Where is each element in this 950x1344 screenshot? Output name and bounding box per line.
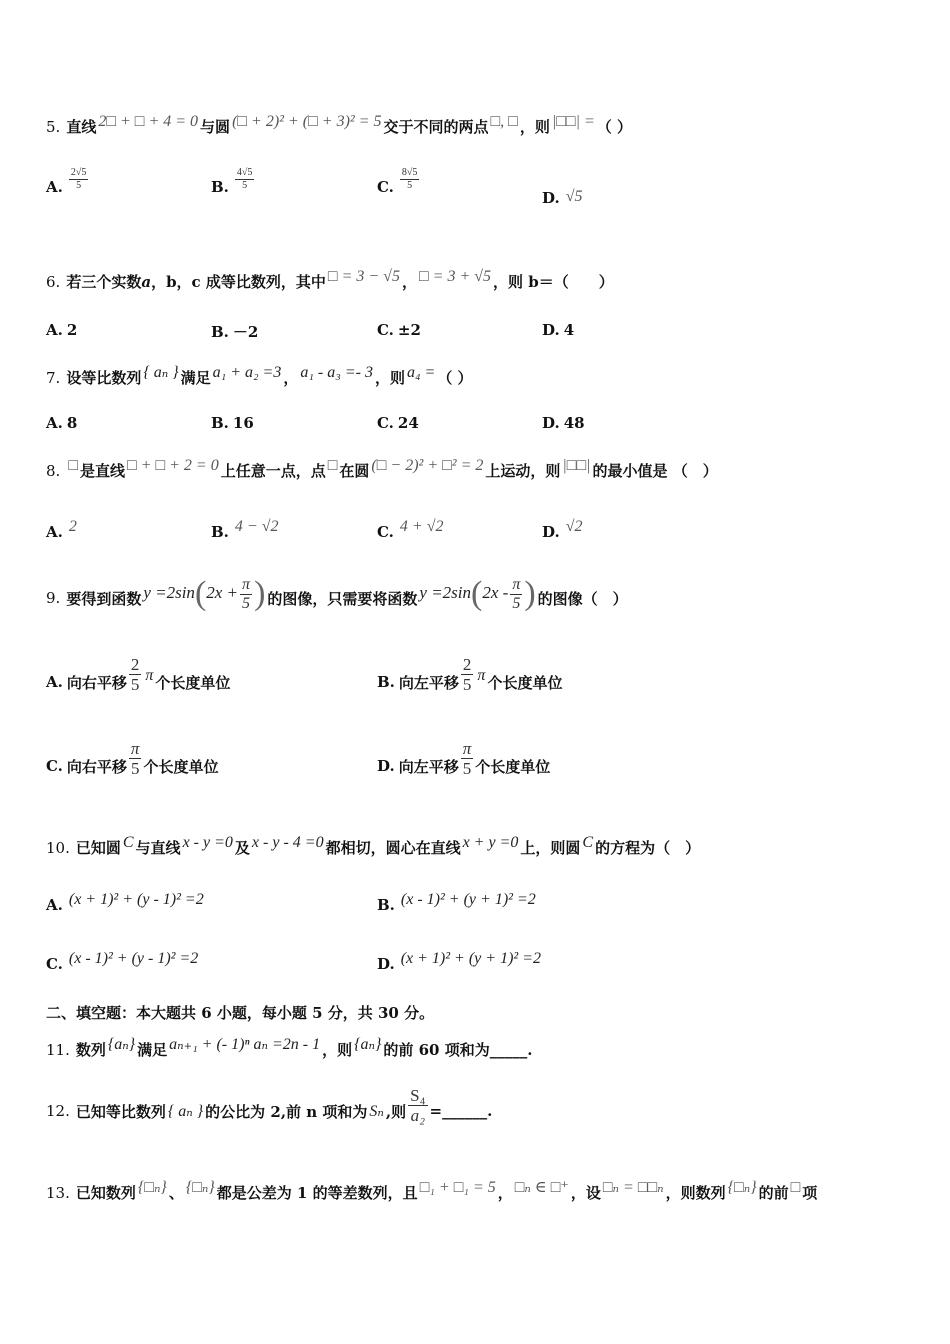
- math-expression: 2: [68, 518, 77, 535]
- math-expression: □: [327, 457, 338, 474]
- option-a[interactable]: [46, 321, 77, 339]
- question-12: [46, 1087, 492, 1135]
- option-label: D.: [377, 955, 395, 973]
- question-text: 已知等比数列: [75, 1102, 166, 1121]
- math-expression: □: [68, 457, 78, 474]
- question-text: （ ）: [437, 369, 473, 387]
- math-part: y =2sin: [419, 582, 472, 602]
- numerator: π: [242, 575, 251, 593]
- option-label: C.: [377, 177, 394, 196]
- question-text: 上运动，则: [485, 462, 561, 480]
- option-text: 个长度单位: [155, 673, 231, 692]
- option-label: D.: [542, 414, 560, 432]
- denominator: 5: [462, 674, 472, 694]
- math-expression: (x - 1)² + (y - 1)² =2: [68, 950, 199, 967]
- option-d[interactable]: [542, 189, 584, 208]
- option-label: B.: [211, 523, 229, 541]
- question-text: ，: [283, 369, 299, 387]
- fraction: [69, 168, 89, 191]
- question-text: 及: [234, 839, 250, 857]
- option-label: A.: [46, 523, 63, 541]
- question-text: 的最小值是 （ ）: [592, 462, 718, 480]
- question-text: 是直线: [79, 462, 125, 480]
- denominator: 5: [512, 594, 521, 612]
- question-9: [46, 572, 628, 624]
- math-expression: □, □: [490, 113, 518, 130]
- option-label: B.: [211, 414, 229, 432]
- question-text: 都是公差为 1 的等差数列，且: [216, 1184, 418, 1202]
- question-text: （ ）: [596, 118, 632, 136]
- option-a[interactable]: [46, 518, 79, 542]
- numerator: S₄: [410, 1085, 426, 1105]
- math-expression: □: [790, 1179, 801, 1196]
- question-text: 已知圆: [75, 839, 121, 857]
- math-expression: aₙ₊₁ + (- 1)ⁿ aₙ =2n - 1: [169, 1036, 321, 1053]
- option-b[interactable]: [377, 654, 563, 706]
- math-expression: Sₙ: [369, 1103, 384, 1120]
- math-expression: (□ − 2)² + □² = 2: [371, 457, 484, 474]
- option-c[interactable]: [377, 167, 421, 199]
- option-c[interactable]: [377, 321, 421, 339]
- denominator: 5: [407, 180, 413, 191]
- option-d[interactable]: [377, 950, 543, 974]
- option-value: 48: [563, 414, 585, 432]
- math-expression: {□ₙ}: [727, 1179, 757, 1196]
- question-text: ，b，c 成等比数列，其中: [151, 273, 326, 291]
- denominator: 5: [242, 180, 248, 191]
- math-part: 2x -: [482, 582, 509, 602]
- math-expression: {aₙ}: [107, 1036, 136, 1053]
- question-text: 在圆: [339, 462, 370, 480]
- question-text: ，: [401, 273, 417, 291]
- option-c[interactable]: [377, 518, 445, 542]
- fraction: [129, 740, 142, 777]
- option-text: 向右平移: [66, 757, 127, 776]
- math-expression: √2: [565, 518, 583, 535]
- option-b[interactable]: [377, 891, 538, 915]
- option-label: C.: [46, 955, 63, 973]
- question-text: 的方程为（ ）: [595, 839, 701, 857]
- math-expression: |□□| =: [551, 113, 595, 130]
- option-label: C.: [377, 523, 394, 541]
- question-number: 6.: [46, 273, 61, 291]
- option-text: 个长度单位: [475, 757, 551, 776]
- option-d[interactable]: [542, 414, 585, 432]
- option-text: 向左平移: [398, 673, 459, 692]
- question-text: ，设: [570, 1184, 601, 1202]
- math-expression: □₁ + □₁ = 5: [419, 1179, 496, 1196]
- question-text: 都相切，圆心在直线: [325, 839, 461, 857]
- option-c[interactable]: [46, 738, 219, 790]
- math-expression: (x + 1)² + (y + 1)² =2: [400, 950, 541, 967]
- option-a[interactable]: [46, 891, 206, 915]
- numerator: 4√5: [236, 167, 253, 178]
- option-label: C.: [377, 414, 394, 432]
- option-value: ±2: [397, 321, 421, 339]
- math-expression: □ + □ + 2 = 0: [127, 457, 219, 474]
- question-text: =______.: [429, 1102, 493, 1120]
- question-number: 11.: [46, 1041, 70, 1059]
- numerator: 2: [462, 654, 472, 674]
- question-text: 要得到函数: [66, 589, 142, 608]
- question-text: ，: [497, 1184, 513, 1202]
- math-expression: {□ₙ}: [137, 1179, 167, 1196]
- option-label: A.: [46, 321, 63, 339]
- question-text: 的前: [758, 1184, 789, 1202]
- question-number: 13.: [46, 1184, 70, 1202]
- question-5: [46, 113, 632, 137]
- option-label: B.: [377, 673, 395, 691]
- math-expression: x + y =0: [462, 834, 519, 851]
- question-text: 交于不同的两点: [383, 118, 489, 136]
- math-expression: 4 − √2: [234, 518, 279, 535]
- numerator: π: [130, 738, 140, 758]
- fraction: [408, 1087, 427, 1124]
- question-10: [46, 834, 701, 858]
- question-text: 已知数列: [75, 1184, 136, 1202]
- question-7: [46, 364, 473, 388]
- math-expression: □ₙ = □□ₙ: [602, 1179, 664, 1196]
- question-text: 若三个实数: [66, 273, 142, 291]
- option-d[interactable]: [377, 738, 551, 790]
- question-number: 5.: [46, 118, 61, 136]
- option-b[interactable]: [211, 321, 258, 342]
- option-value: －2: [232, 323, 259, 341]
- math-expression: C: [582, 834, 594, 851]
- denominator: 5: [462, 758, 472, 778]
- math-expression: a₁ + a₂ =3: [212, 364, 282, 381]
- option-value: 2: [66, 321, 78, 339]
- question-text: 满足: [180, 369, 211, 387]
- question-text: 数列: [75, 1041, 106, 1059]
- question-text: 直线: [66, 118, 97, 136]
- option-label: C.: [46, 757, 63, 775]
- option-b[interactable]: [211, 414, 254, 432]
- option-value: 16: [232, 414, 254, 432]
- question-text: 上，则圆: [520, 839, 581, 857]
- option-a[interactable]: [46, 414, 77, 432]
- numerator: π: [462, 738, 472, 758]
- option-label: D.: [542, 321, 560, 339]
- pi-symbol: π: [145, 667, 154, 684]
- option-b[interactable]: [211, 518, 280, 542]
- math-expression: y =2sin(2x + $\frac{\pi}{5}$ ): [143, 575, 266, 612]
- option-label: A.: [46, 177, 63, 196]
- question-number: 7.: [46, 369, 61, 387]
- question-text: 与圆: [200, 118, 231, 136]
- option-label: D.: [542, 523, 560, 541]
- question-text: ,则: [385, 1102, 407, 1121]
- fraction: [400, 168, 420, 191]
- math-expression: a₄ =: [406, 364, 436, 381]
- numerator: 2√5: [70, 167, 87, 178]
- option-text: 向右平移: [66, 673, 127, 692]
- math-expression: {□ₙ}: [185, 1179, 215, 1196]
- option-d[interactable]: [542, 321, 574, 339]
- question-text: 的图像（ ）: [537, 589, 628, 608]
- section-heading: 二、填空题：本大题共 6 小题，每小题 5 分，共 30 分。: [46, 1004, 435, 1022]
- option-text: 个长度单位: [143, 757, 219, 776]
- math-expression: (x + 1)² + (y - 1)² =2: [68, 891, 204, 908]
- pi-symbol: π: [477, 667, 486, 684]
- question-text: 设等比数列: [66, 369, 142, 387]
- question-text: ，则: [322, 1041, 353, 1059]
- question-text: 上任意一点，点: [220, 462, 326, 480]
- fraction: [461, 656, 474, 693]
- option-value: 4: [563, 321, 575, 339]
- math-expression: (x - 1)² + (y + 1)² =2: [400, 891, 536, 908]
- question-number: 9.: [46, 589, 61, 607]
- question-11: [46, 1036, 533, 1060]
- option-value: 8: [66, 414, 78, 432]
- denominator: a₂: [410, 1105, 426, 1125]
- question-text: ，则: [374, 369, 405, 387]
- math-expression: x - y =0: [182, 834, 233, 851]
- numerator: 8√5: [401, 167, 418, 178]
- denominator: 5: [242, 594, 251, 612]
- math-expression: {aₙ}: [354, 1036, 382, 1053]
- option-label: B.: [211, 323, 229, 341]
- question-text: 的公比为 2,前 n 项和为: [205, 1102, 368, 1121]
- question-13: [46, 1179, 818, 1203]
- math-expression: a₁ - a₃ =- 3: [300, 364, 373, 381]
- question-text: ，则: [519, 118, 550, 136]
- option-label: A.: [46, 896, 63, 914]
- option-a[interactable]: [46, 167, 90, 199]
- fraction: [235, 168, 255, 191]
- math-expression: □ = 3 + √5: [418, 268, 492, 285]
- option-label: B.: [211, 177, 229, 196]
- numerator: 2: [130, 654, 140, 674]
- question-number: 8.: [46, 462, 61, 480]
- option-label: D.: [377, 757, 395, 775]
- math-expression: √5: [565, 188, 583, 205]
- option-text: 向左平移: [398, 757, 459, 776]
- question-text: 的前 60 项和为_____.: [383, 1041, 533, 1059]
- option-label: B.: [377, 896, 395, 914]
- fraction: [510, 577, 522, 612]
- question-text: 项: [802, 1184, 818, 1202]
- question-8: [46, 457, 718, 481]
- math-expression: □ₙ ∈ □⁺: [514, 1179, 569, 1196]
- math-expression: { aₙ }: [167, 1103, 204, 1120]
- math-part: y =2sin: [143, 582, 195, 602]
- question-number: 12.: [46, 1102, 70, 1120]
- question-text: 与直线: [135, 839, 181, 857]
- option-label: C.: [377, 321, 394, 339]
- question-text: ，则 b＝（ ）: [493, 273, 614, 291]
- question-text: 满足: [137, 1041, 168, 1059]
- math-part: 2x +: [206, 582, 239, 602]
- option-c[interactable]: [46, 950, 200, 974]
- option-label: D.: [542, 189, 560, 207]
- option-c[interactable]: [377, 414, 419, 432]
- math-expression: 4 + √2: [399, 518, 444, 535]
- question-text: 的图像，只需要将函数: [267, 589, 418, 608]
- question-text: 、: [168, 1184, 184, 1202]
- fraction: [129, 656, 142, 693]
- math-expression: □ = 3 − √5: [327, 268, 400, 285]
- math-expression: C: [122, 834, 134, 851]
- fraction: [461, 740, 474, 777]
- numerator: π: [512, 575, 521, 593]
- option-label: A.: [46, 673, 63, 691]
- fraction: [240, 577, 252, 612]
- option-a[interactable]: [46, 654, 231, 706]
- option-d[interactable]: [542, 518, 584, 542]
- option-b[interactable]: [211, 167, 256, 199]
- question-text: ，则数列: [665, 1184, 726, 1202]
- math-expression: (□ + 2)² + (□ + 3)² = 5: [232, 113, 382, 130]
- option-text: 个长度单位: [487, 673, 563, 692]
- denominator: 5: [76, 180, 82, 191]
- question-number: 10.: [46, 839, 70, 857]
- math-expression: y =2sin(2x - $\frac{\pi}{5}$ ): [419, 575, 536, 612]
- option-value: 24: [397, 414, 419, 432]
- math-expression: x - y - 4 =0: [251, 834, 324, 851]
- denominator: 5: [130, 674, 140, 694]
- math-expression: |□□|: [562, 457, 591, 474]
- math-expression: 2□ + □ + 4 = 0: [98, 113, 199, 130]
- variable-a: a: [141, 273, 152, 291]
- option-label: A.: [46, 414, 63, 432]
- denominator: 5: [130, 758, 140, 778]
- math-expression: { aₙ }: [143, 364, 179, 381]
- question-6: [46, 268, 614, 292]
